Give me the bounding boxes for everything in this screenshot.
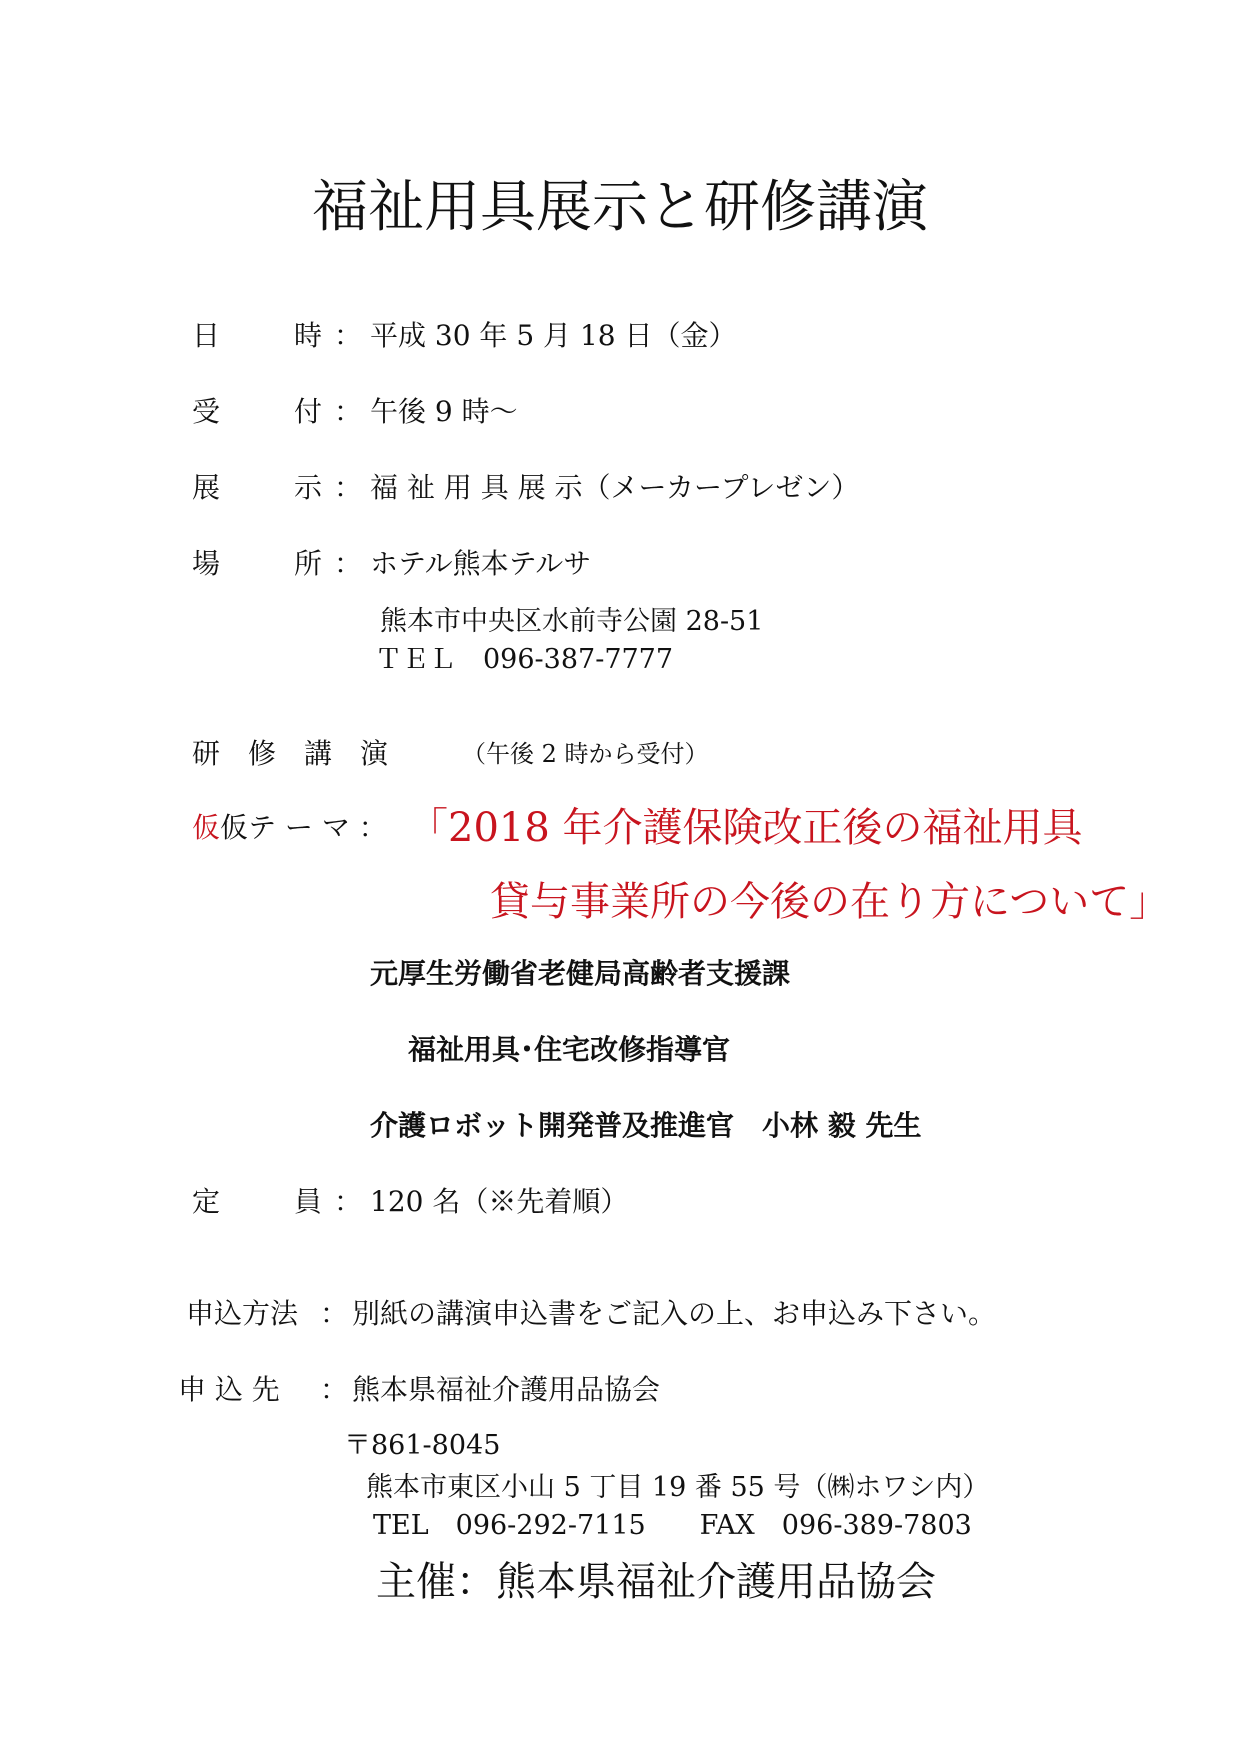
value-venue: ホテル熊本テルサ	[370, 547, 592, 580]
theme-line-2: 貸与事業所の今後の在り方について」	[490, 879, 1170, 925]
value-apply-method: 別紙の講演申込書をご記入の上、お申込み下さい。	[352, 1297, 997, 1330]
venue-tel: ＴＥＬ 096-387-7777	[375, 644, 674, 675]
speaker-name: 介護ロボット開発普及推進官 小林 毅 先生	[370, 1109, 922, 1142]
colon: ：	[320, 1297, 349, 1330]
colon: ：	[334, 395, 363, 428]
venue-address: 熊本市中央区水前寺公園 28-51	[380, 606, 764, 637]
colon: ：	[334, 1185, 363, 1218]
colon: ：	[334, 319, 363, 352]
apply-address: 熊本市東区小山 5 丁目 19 番 55 号（㈱ホワシ内）	[366, 1472, 990, 1503]
apply-contact: TEL 096-292-7115 FAX 096-389-7803	[373, 1510, 972, 1541]
organizer: 主催：熊本県福祉介護用品協会	[376, 1559, 936, 1605]
document-title: 福祉用具展示と研修講演	[312, 175, 928, 240]
label-venue: 場 所	[192, 547, 322, 580]
value-datetime: 平成 30 年 5 月 18 日（金）	[370, 319, 737, 352]
label-exhibition: 展 示	[192, 471, 322, 504]
label-reception: 受 付	[192, 395, 322, 428]
label-apply-method: 申込方法	[186, 1297, 299, 1330]
theme-label: 仮仮テ ー マ ：	[192, 811, 387, 844]
value-reception: 午後 9 時～	[370, 395, 518, 428]
lecture-note: （午後 2 時から受付）	[462, 740, 709, 768]
label-datetime: 日 時	[192, 319, 322, 352]
colon: ：	[334, 547, 363, 580]
colon: ：	[334, 471, 363, 504]
speaker-affiliation: 元厚生労働省老健局高齢者支援課	[370, 957, 791, 990]
value-exhibition: 福 祉 用 具 展 示（メーカープレゼン）	[370, 471, 860, 504]
speaker-role: 福祉用具･住宅改修指導官	[408, 1033, 731, 1066]
colon: ：	[320, 1373, 349, 1406]
label-apply-to: 申 込 先	[178, 1373, 280, 1406]
value-capacity: 120 名（※先着順）	[370, 1185, 629, 1218]
value-apply-to: 熊本県福祉介護用品協会	[352, 1373, 661, 1406]
postal-code: 〒861-8045	[344, 1430, 501, 1461]
theme-line-1: 「2018 年介護保険改正後の福祉用具	[408, 805, 1083, 851]
lecture-heading: 研 修 講 演	[192, 737, 389, 770]
label-capacity: 定 員	[192, 1185, 322, 1218]
